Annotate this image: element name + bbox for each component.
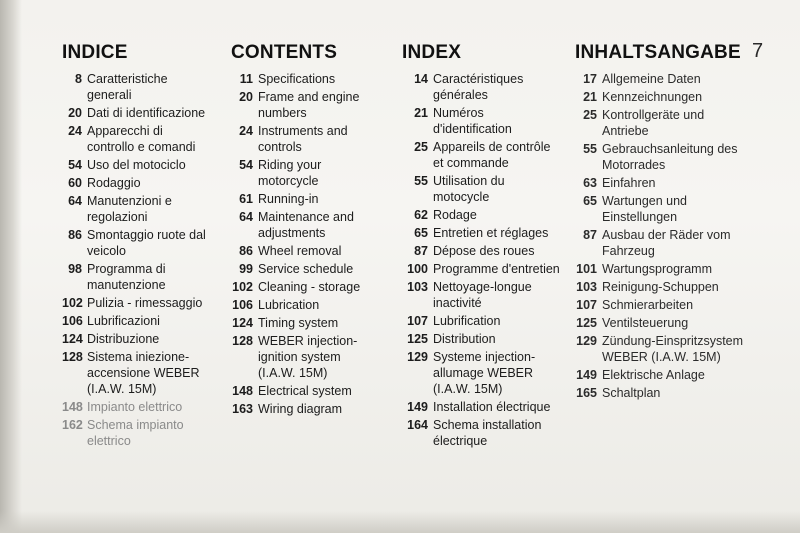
- toc-entry: [402, 71, 562, 103]
- toc-page-number: 148: [232, 384, 253, 398]
- toc-page-number: 128: [62, 350, 83, 364]
- column-heading: INDEX: [402, 42, 462, 63]
- toc-entry: [575, 107, 745, 139]
- toc-page-number: 61: [239, 192, 253, 206]
- toc-entry: [231, 279, 379, 295]
- toc-entry: [231, 191, 379, 207]
- toc-page-number: 17: [583, 72, 597, 86]
- toc-page-number: 63: [583, 176, 597, 190]
- toc-entry: [575, 297, 745, 313]
- toc-entry: [62, 295, 212, 311]
- toc-entry-title: Lubrification: [433, 314, 501, 328]
- toc-entry: [575, 333, 745, 365]
- toc-entry: [62, 175, 212, 191]
- toc-entry-title: Distribution: [433, 332, 496, 346]
- toc-page-number: 86: [239, 244, 253, 258]
- toc-entry-title: Maintenance and adjustments: [258, 210, 354, 240]
- toc-entry-title: Kennzeichnungen: [602, 90, 703, 104]
- toc-page-number: 55: [583, 142, 597, 156]
- toc-list: [62, 71, 212, 449]
- toc-entry: [62, 105, 212, 121]
- column-french: [402, 42, 562, 451]
- toc-entry-title: Zündung-Einspritzsystem WEBER (I.A.W. 15M): [602, 334, 744, 364]
- toc-page-number: 102: [232, 280, 253, 294]
- toc-entry: [231, 243, 379, 259]
- column-german: [575, 42, 745, 403]
- toc-entry-title: Manutenzioni e regolazioni: [87, 194, 172, 224]
- toc-entry-title: Timing system: [258, 316, 339, 330]
- toc-entry-title: Cleaning - storage: [258, 280, 361, 294]
- toc-page-number: 102: [62, 296, 83, 310]
- toc-entry-title: Impianto elettrico: [87, 400, 183, 414]
- column-heading: CONTENTS: [231, 42, 338, 63]
- toc-entry-title: Apparecchi di controllo e comandi: [87, 124, 196, 154]
- column-english: [231, 42, 379, 419]
- toc-entry: [62, 71, 212, 103]
- toc-entry: [231, 89, 379, 121]
- toc-page-number: 87: [583, 228, 597, 242]
- toc-entry-title: Caratteristiche generali: [87, 72, 168, 102]
- toc-entry-title: Dati di identificazione: [87, 106, 206, 120]
- toc-entry: [231, 71, 379, 87]
- toc-entry-title: Frame and engine numbers: [258, 90, 360, 120]
- toc-entry-title: Appareils de contrôle et commande: [433, 140, 551, 170]
- toc-entry-title: Systeme injection-allumage WEBER (I.A.W. 15M): [433, 350, 536, 396]
- toc-list: [231, 71, 379, 417]
- toc-entry-title: Gebrauchsanleitung des Motorrades: [602, 142, 738, 172]
- toc-entry-title: Riding your motorcycle: [258, 158, 322, 188]
- toc-entry-title: Service schedule: [258, 262, 354, 276]
- toc-entry: [575, 141, 745, 173]
- toc-entry: [62, 157, 212, 173]
- toc-page-number: 60: [68, 176, 82, 190]
- toc-entry-title: Numéros d'identification: [433, 106, 512, 136]
- page-binding-shadow: [0, 0, 22, 533]
- toc-entry: [402, 139, 562, 171]
- toc-page-number: 25: [583, 108, 597, 122]
- toc-page-number: 98: [68, 262, 82, 276]
- toc-entry-title: WEBER injection-ignition system (I.A.W. 15M): [258, 334, 358, 380]
- toc-entry-title: Schmierarbeiten: [602, 298, 694, 312]
- toc-page-number: 165: [576, 386, 597, 400]
- toc-entry: [402, 207, 562, 223]
- toc-entry: [62, 227, 212, 259]
- toc-entry-title: Einfahren: [602, 176, 656, 190]
- toc-entry-title: Schaltplan: [602, 386, 661, 400]
- page-number: 7: [752, 40, 764, 62]
- toc-entry: [402, 399, 562, 415]
- toc-page-number: 149: [407, 400, 428, 414]
- toc-entry: [62, 399, 212, 415]
- toc-entry: [575, 279, 745, 295]
- toc-entry: [575, 315, 745, 331]
- toc-entry: [575, 261, 745, 277]
- toc-entry: [402, 417, 562, 449]
- toc-entry-title: Wartungen und Einstellungen: [602, 194, 688, 224]
- toc-entry: [575, 71, 745, 87]
- toc-entry: [402, 349, 562, 397]
- toc-page-number: 11: [239, 72, 253, 86]
- toc-entry: [402, 313, 562, 329]
- toc-entry: [62, 313, 212, 329]
- toc-entry-title: Sistema iniezione-accensione WEBER (I.A.W. 15M): [87, 350, 200, 396]
- toc-entry-title: Entretien et réglages: [433, 226, 549, 240]
- toc-list: [402, 71, 562, 449]
- toc-entry-title: Nettoyage-longue inactivité: [433, 280, 532, 310]
- toc-page-number: 86: [68, 228, 82, 242]
- toc-entry-title: Caractéristiques générales: [433, 72, 524, 102]
- toc-page-number: 54: [68, 158, 82, 172]
- toc-entry: [62, 193, 212, 225]
- toc-entry: [231, 383, 379, 399]
- toc-entry: [231, 401, 379, 417]
- toc-entry: [231, 315, 379, 331]
- column-heading: INHALTSANGABE: [575, 42, 741, 63]
- toc-entry: [402, 225, 562, 241]
- toc-entry-title: Elektrische Anlage: [602, 368, 705, 382]
- toc-page-number: 20: [239, 90, 253, 104]
- toc-page-number: 62: [414, 208, 428, 222]
- toc-entry: [402, 331, 562, 347]
- toc-page-number: 149: [576, 368, 597, 382]
- toc-entry-title: Uso del motociclo: [87, 158, 186, 172]
- toc-entry-title: Installation électrique: [433, 400, 551, 414]
- toc-page-number: 55: [414, 174, 428, 188]
- toc-entry-title: Schema impianto elettrico: [87, 418, 184, 448]
- toc-page-number: 129: [407, 350, 428, 364]
- toc-entry: [62, 349, 212, 397]
- toc-entry-title: Reinigung-Schuppen: [602, 280, 719, 294]
- toc-entry: [575, 89, 745, 105]
- toc-page-number: 64: [68, 194, 82, 208]
- toc-entry-title: Schema installation électrique: [433, 418, 542, 448]
- toc-page-number: 124: [232, 316, 253, 330]
- toc-entry: [231, 297, 379, 313]
- toc-entry: [402, 173, 562, 205]
- toc-page-number: 107: [576, 298, 597, 312]
- toc-entry-title: Electrical system: [258, 384, 352, 398]
- toc-page-number: 87: [414, 244, 428, 258]
- toc-page-number: 163: [232, 402, 253, 416]
- toc-entry: [575, 227, 745, 259]
- toc-page-number: 21: [583, 90, 597, 104]
- toc-list: [575, 71, 745, 401]
- toc-page-number: 128: [232, 334, 253, 348]
- toc-entry-title: Wiring diagram: [258, 402, 343, 416]
- toc-page-number: 65: [414, 226, 428, 240]
- toc-entry: [62, 261, 212, 293]
- toc-entry-title: Pulizia - rimessaggio: [87, 296, 203, 310]
- toc-entry: [575, 385, 745, 401]
- toc-page-number: 124: [62, 332, 83, 346]
- toc-entry: [575, 193, 745, 225]
- toc-entry-title: Dépose des roues: [433, 244, 535, 258]
- toc-page-number: 148: [62, 400, 83, 414]
- toc-page-number: 20: [68, 106, 82, 120]
- toc-page-number: 24: [68, 124, 82, 138]
- toc-entry-title: Ausbau der Räder vom Fahrzeug: [602, 228, 731, 258]
- toc-page-number: 125: [576, 316, 597, 330]
- toc-page-number: 25: [414, 140, 428, 154]
- toc-page-number: 99: [239, 262, 253, 276]
- toc-page-number: 8: [75, 72, 82, 86]
- toc-entry-title: Wheel removal: [258, 244, 342, 258]
- toc-page-number: 54: [239, 158, 253, 172]
- toc-entry-title: Programma di manutenzione: [87, 262, 166, 292]
- toc-page-number: 103: [407, 280, 428, 294]
- page-bottom-shadow: [0, 511, 800, 533]
- toc-entry-title: Programme d'entretien: [433, 262, 560, 276]
- toc-entry-title: Smontaggio ruote dal veicolo: [87, 228, 206, 258]
- column-italian: [62, 42, 212, 451]
- toc-page-number: 21: [414, 106, 428, 120]
- toc-entry: [62, 123, 212, 155]
- toc-entry-title: Kontrollgeräte und Antriebe: [602, 108, 705, 138]
- toc-entry: [62, 331, 212, 347]
- toc-entry: [231, 123, 379, 155]
- toc-entry: [62, 417, 212, 449]
- toc-entry: [231, 157, 379, 189]
- toc-entry-title: Running-in: [258, 192, 319, 206]
- toc-page-number: 164: [407, 418, 428, 432]
- toc-entry: [402, 261, 562, 277]
- toc-entry-title: Utilisation du motocycle: [433, 174, 505, 204]
- toc-entry: [231, 261, 379, 277]
- toc-entry: [402, 279, 562, 311]
- toc-page-number: 106: [62, 314, 83, 328]
- toc-entry-title: Rodaggio: [87, 176, 141, 190]
- toc-page-number: 125: [407, 332, 428, 346]
- toc-entry: [231, 209, 379, 241]
- toc-entry: [231, 333, 379, 381]
- toc-entry-title: Wartungsprogramm: [602, 262, 712, 276]
- toc-entry-title: Ventilsteuerung: [602, 316, 689, 330]
- toc-entry: [575, 367, 745, 383]
- toc-page-number: 129: [576, 334, 597, 348]
- toc-entry-title: Rodage: [433, 208, 477, 222]
- toc-entry: [402, 243, 562, 259]
- toc-page-number: 101: [576, 262, 597, 276]
- toc-page-number: 103: [576, 280, 597, 294]
- toc-page-number: 65: [583, 194, 597, 208]
- column-heading: INDICE: [62, 42, 128, 63]
- toc-entry-title: Instruments and controls: [258, 124, 348, 154]
- toc-page-number: 24: [239, 124, 253, 138]
- toc-entry-title: Lubrificazioni: [87, 314, 160, 328]
- toc-entry: [402, 105, 562, 137]
- toc-entry-title: Lubrication: [258, 298, 320, 312]
- toc-page-number: 64: [239, 210, 253, 224]
- toc-page-number: 162: [62, 418, 83, 432]
- toc-entry-title: Allgemeine Daten: [602, 72, 701, 86]
- toc-page-number: 107: [407, 314, 428, 328]
- toc-entry-title: Specifications: [258, 72, 336, 86]
- toc-page-number: 14: [414, 72, 428, 86]
- toc-page-number: 100: [407, 262, 428, 276]
- toc-page-number: 106: [232, 298, 253, 312]
- toc-entry: [575, 175, 745, 191]
- toc-entry-title: Distribuzione: [87, 332, 160, 346]
